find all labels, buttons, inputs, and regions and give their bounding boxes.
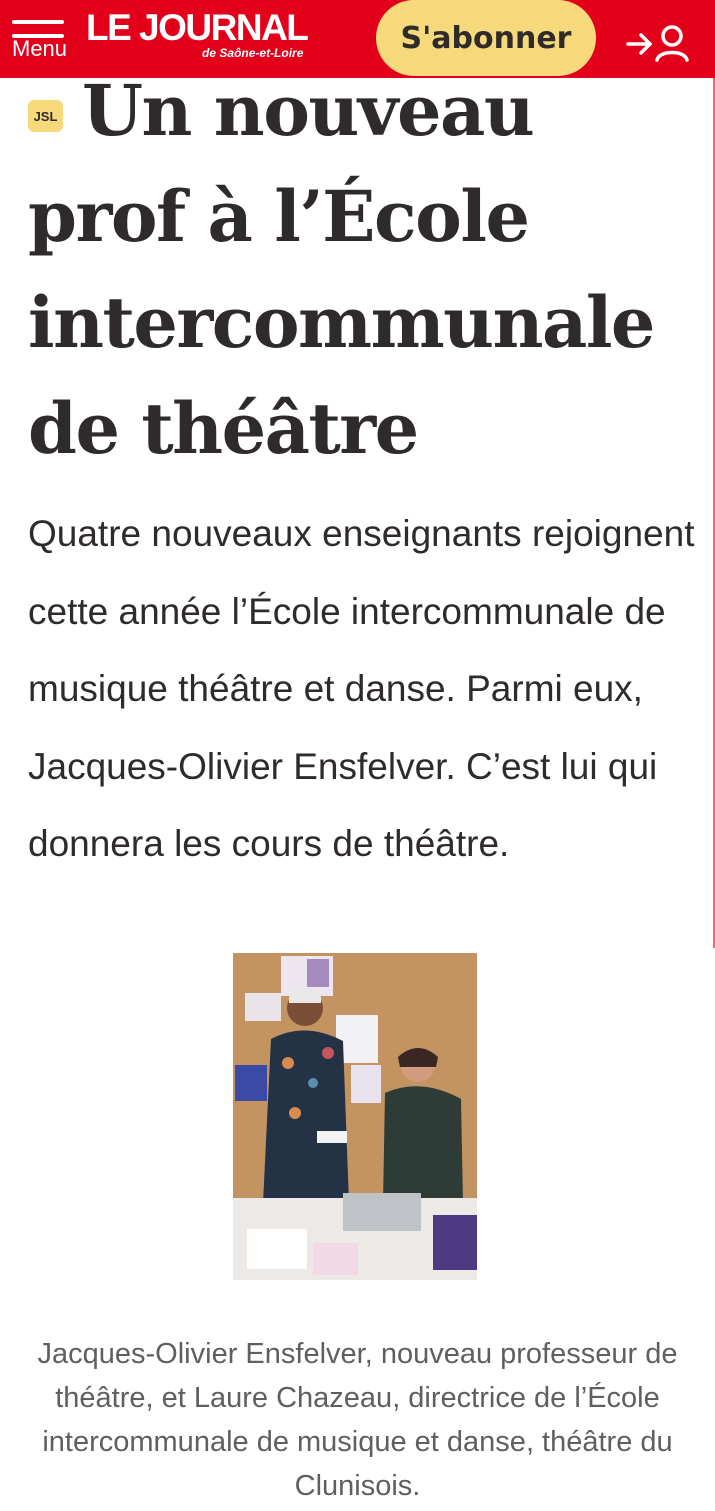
logo-subtitle: de Saône-et-Loire — [202, 46, 304, 60]
article-title — [28, 58, 698, 482]
photo-caption: Jacques-Olivier Ensfelver, nouveau professeur de théâtre, et Laure Chazeau, directrice de l’École intercommunale de musique et danse, théâtre du Clunisois. — [37, 1338, 678, 1502]
jsl-badge: JSL — [28, 100, 63, 132]
article-title-text: Un nouveau prof à l’École intercommunale de théâtre — [28, 69, 654, 470]
menu-label: Menu — [12, 36, 68, 61]
subscribe-button[interactable]: S'abonner — [376, 0, 596, 76]
logo-title: LE JOURNAL — [86, 7, 308, 48]
menu-button[interactable] — [10, 14, 72, 64]
article-lead: Quatre nouveaux enseignants rejoignent cette année l’École intercommunale de musique théâtre et danse. Parmi eux, Jacques-Olivier Ensfelver. C’est lui qui donnera les cours de théâtre. — [28, 513, 695, 864]
article-photo[interactable] — [233, 953, 477, 1280]
site-logo[interactable] — [86, 7, 308, 60]
hamburger-icon — [12, 20, 64, 24]
article-photo-image — [233, 953, 477, 1280]
